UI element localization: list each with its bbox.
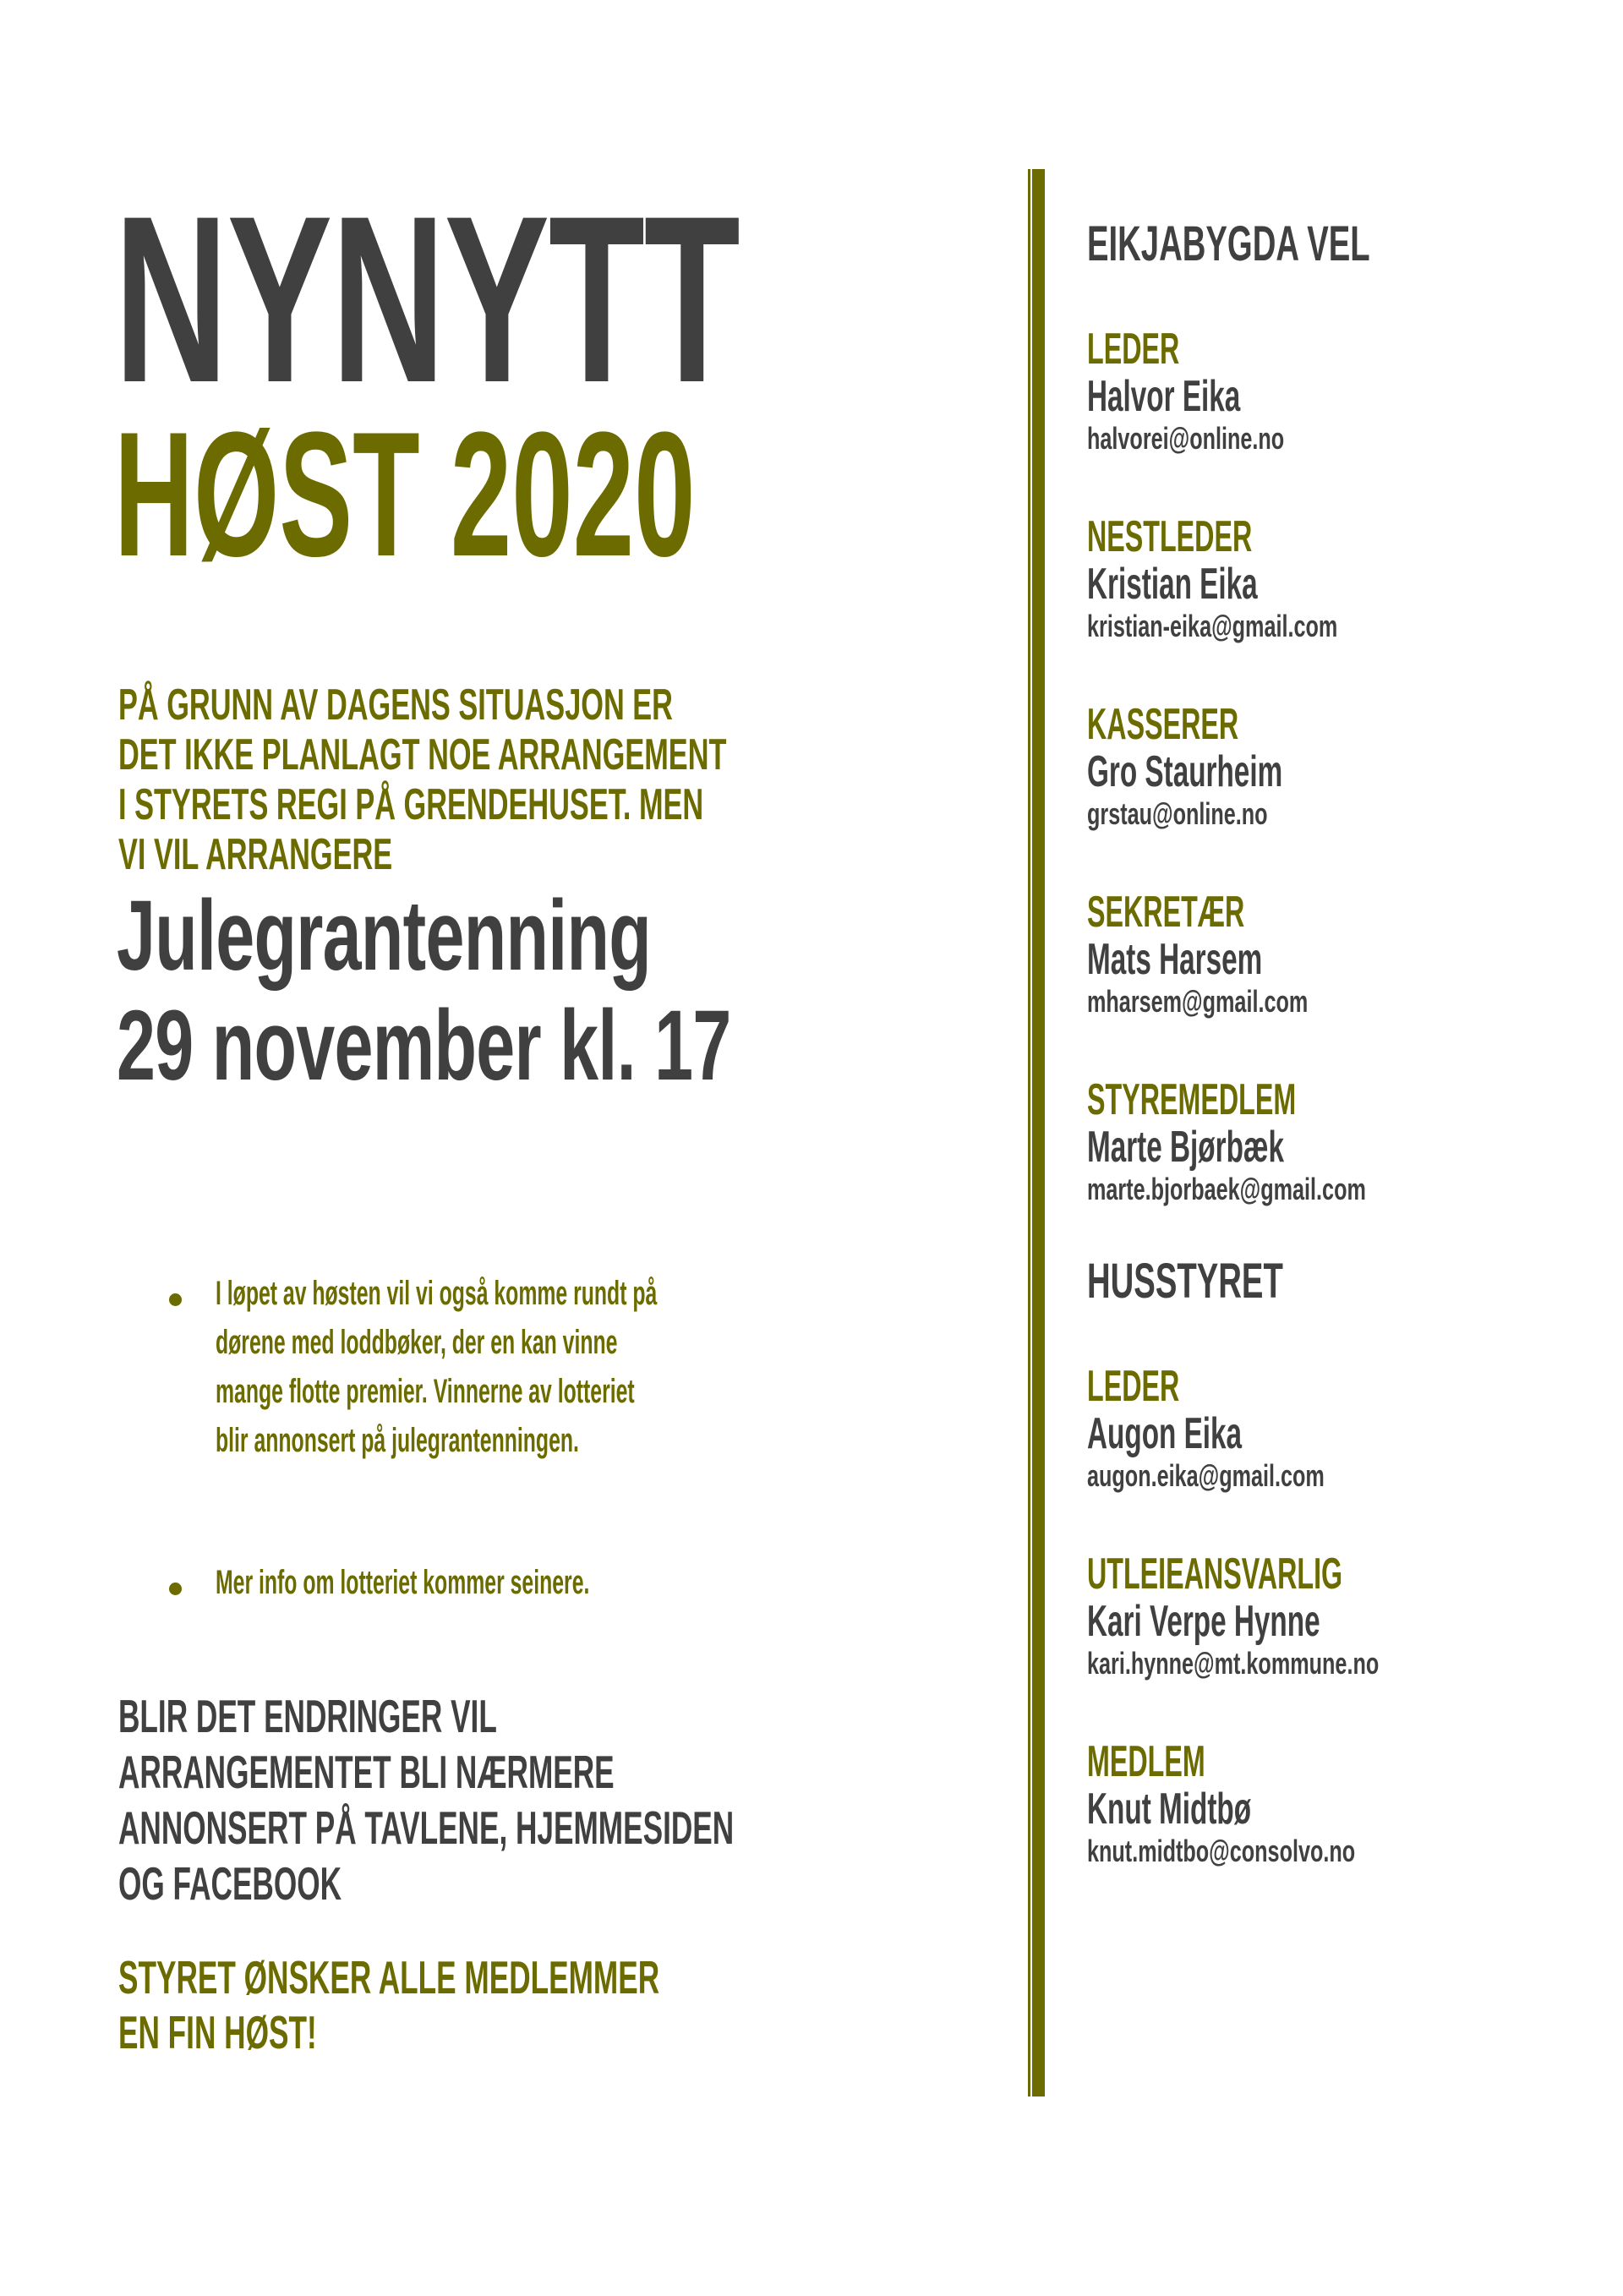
member-leder (1087, 1364, 1594, 1495)
intro-line: I STYRETS REGI PÅ GRENDEHUSET. MEN (118, 780, 704, 829)
bullet-dot-icon (169, 1293, 182, 1306)
member-email[interactable]: marte.bjorbaek@gmail.com (1087, 1172, 1366, 1206)
member-name: Kristian Eika (1087, 560, 1258, 609)
member-email[interactable]: grstau@online.no (1087, 796, 1268, 831)
member-utleieansvarlig (1087, 1552, 1594, 1682)
member-styremedlem (1087, 1075, 1594, 1208)
changes-notice (118, 1690, 1080, 1916)
changes-line: ANNONSERT PÅ TAVLENE, HJEMMESIDEN (118, 1801, 735, 1854)
bullet-line: dørene med loddbøker, der en kan vinne (216, 1324, 618, 1361)
member-role: LEDER (1087, 1362, 1180, 1411)
member-role: MEDLEM (1087, 1737, 1205, 1786)
member-medlem (1087, 1737, 1594, 1870)
member-email[interactable]: kari.hynne@mt.kommune.no (1087, 1646, 1380, 1681)
member-role: KASSERER (1087, 700, 1239, 749)
title-season: HØST 2020 (114, 395, 696, 593)
vertical-divider-thick (1032, 169, 1045, 2096)
member-role: SEKRETÆR (1087, 888, 1245, 937)
intro-paragraph (118, 683, 1040, 883)
intro-line: VI VIL ARRANGERE (118, 830, 393, 879)
bullet-item-more-info (161, 1566, 921, 1615)
member-nestleder (1087, 512, 1594, 645)
changes-line: BLIR DET ENDRINGER VIL (118, 1690, 497, 1742)
bullet-item-lottery (161, 1276, 921, 1473)
title-nynytt: NYNYTT (114, 167, 740, 432)
member-name: Mats Harsem (1087, 935, 1263, 984)
member-name: Gro Staurheim (1087, 747, 1283, 796)
member-name: Halvor Eika (1087, 372, 1241, 421)
member-role: LEDER (1087, 325, 1180, 374)
changes-line: ARRANGEMENTET BLI NÆRMERE (118, 1746, 615, 1798)
member-name: Kari Verpe Hynne (1087, 1597, 1320, 1646)
member-role: NESTLEDER (1087, 512, 1253, 561)
member-name: Marte Bjørbæk (1087, 1123, 1285, 1172)
event-announcement (117, 880, 994, 1106)
member-email[interactable]: augon.eika@gmail.com (1087, 1458, 1325, 1493)
bullet-line: I løpet av høsten vil vi også komme rundt på (216, 1275, 658, 1312)
member-name: Knut Midtbø (1087, 1785, 1252, 1834)
bullet-line: mange flotte premier. Vinnerne av lotteriet (216, 1373, 635, 1410)
vertical-divider-thin (1028, 169, 1030, 2096)
member-role: UTLEIEANSVARLIG (1087, 1550, 1343, 1599)
event-name: Julegrantenning (117, 880, 651, 992)
member-email[interactable]: kristian-eika@gmail.com (1087, 609, 1338, 643)
group-eikjabygda-vel (1087, 216, 1594, 1257)
member-email[interactable]: halvorei@online.no (1087, 421, 1285, 456)
greeting (118, 1951, 964, 2064)
changes-line: OG FACEBOOK (118, 1857, 342, 1910)
bullet-list (161, 1276, 921, 1615)
event-datetime: 29 november kl. 17 (117, 990, 731, 1102)
member-name: Augon Eika (1087, 1409, 1243, 1458)
member-leder (1087, 327, 1594, 457)
bullet-dot-icon (169, 1583, 182, 1595)
intro-line: DET IKKE PLANLAGT NOE ARRANGEMENT (118, 730, 727, 779)
contact-sidebar (1087, 216, 1594, 1870)
member-email[interactable]: mharsem@gmail.com (1087, 984, 1309, 1019)
member-role: STYREMEDLEM (1087, 1075, 1297, 1124)
bullet-line: Mer info om lotteriet kommer seinere. (216, 1564, 590, 1601)
group-husstyret (1087, 1254, 1594, 1870)
member-email[interactable]: knut.midtbo@consolvo.no (1087, 1834, 1356, 1868)
greeting-line: STYRET ØNSKER ALLE MEDLEMMER (118, 1951, 660, 2004)
member-kasserer (1087, 702, 1594, 833)
group-title: HUSSTYRET (1087, 1254, 1283, 1309)
group-title: EIKJABYGDA VEL (1087, 216, 1370, 271)
intro-line: PÅ GRUNN AV DAGENS SITUASJON ER (118, 681, 673, 730)
bullet-line: blir annonsert på julegrantenningen. (216, 1422, 579, 1459)
member-sekretaer (1087, 890, 1594, 1020)
greeting-line: EN FIN HØST! (118, 2006, 317, 2058)
